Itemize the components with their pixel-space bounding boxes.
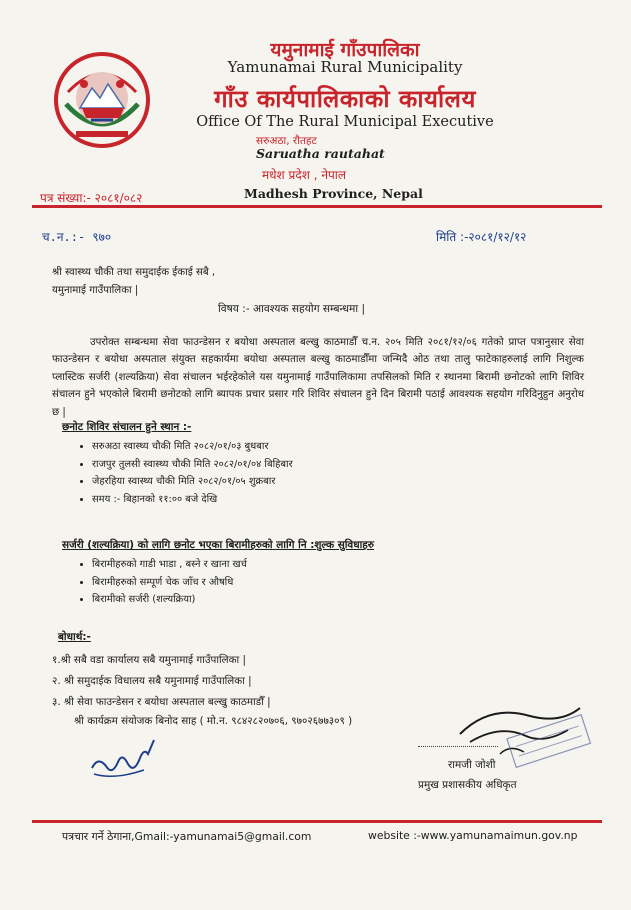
list-item: • बिरामीहरुको सम्पूर्ण चेक जाँच र औषधि (92, 574, 247, 592)
footer-website: website :-www.yamunamaimun.gov.np (368, 829, 578, 842)
nepal-emblem-logo (46, 44, 158, 156)
free-facilities-heading: सर्जरी (शल्यक्रिया) को लागि छनोट भएका बिरामीहरुको लागि नि :शुल्क सुविधाहरु (62, 539, 375, 551)
recipient-line-2: यमुनामाई गाउँपालिका | (52, 285, 139, 296)
cc-heading: बोधार्थ:- (58, 631, 91, 643)
list-item: • बिरामीहरुको गाडी भाडा , बस्ने र खाना खर्च (92, 556, 247, 574)
letter-date: मिति :-२०८१/१२/१२ (436, 230, 527, 244)
list-item: • समय :- बिहानको ११:०० बजे देखि (92, 491, 293, 509)
list-item: ३. श्री सेवा फाउन्डेसन र बयोधा अस्पताल बल्खु काठमाडौँ | (52, 696, 271, 708)
cc-list (52, 650, 352, 729)
list-item: १.श्री सबै वडा कार्यालय सबै यमुनामाई गाउँपालिका | (52, 654, 246, 666)
letter-number: पत्र संख्या:- २०८१/०८२ (40, 191, 143, 205)
dispatch-number: च.न.:- ९७० (42, 230, 112, 244)
list-item: • राजपुर तुलसी स्वास्थ्य चौकी मिति २०८२/०१/०४ बिहिबार (92, 456, 293, 474)
subject-line: विषय :- आवश्यक सहयोग सम्बन्धमा | (218, 303, 366, 315)
list-item: श्री कार्यक्रम संयोजक बिनोद साह ( मो.न. ९८४२८२०७०६, ९७०२६७७३०९ ) (74, 715, 353, 727)
camp-locations-list (74, 438, 293, 508)
signatory-name: रामजी जोशी (448, 759, 496, 771)
handwritten-signature-left (84, 728, 164, 788)
signatory-post: प्रमुख प्रशासकीय अधिकृत (418, 779, 517, 791)
office-name-nepali: गाँउ कार्यपालिकाको कार्यालय (214, 85, 476, 113)
municipality-name-nepali: यमुनामाई गाँउपालिका (270, 39, 420, 61)
body-paragraph: उपरोक्त सम्बन्धमा सेवा फाउन्डेसन र बयोधा अस्पताल बल्खु काठमाडौँ च.न. २०५ मिति २०८१/१२/०६ गतेको प्राप्त पत्रानुसार सेवा फाउन्डेसन र बयोधा अस्पताल संयुक्त सहकार्यमा बयोधा अस्पताल बल्खु काठमाडौँमा जन्मिदै ओठ तथा तालु फाटेकाहरुलाई लागि निशुल्क प्लास्टिक सर्जरी (शल्यक्रिया) सेवा संचालन भईरहेकोले यस यमुनामाई गाउँपालिकामा तपसिलको मिति र स्थानमा बिरामी छनोटको लागि शिविर संचालन हुने भएकोले बिरामी छनोटको लागि ब्यापक प्रचार प्रसार गरि शिविर संचालन हुने दिन बिरामी पठाई आवश्यक सहयोग गरिदिनुहुन अनुरोध छ | (52, 337, 584, 418)
list-item: २. श्री समुदाईक विधालय सबै यमुनामाई गाउँपालिका | (52, 675, 252, 687)
province-nepali: मधेश प्रदेश , नेपाल (262, 168, 347, 182)
list-item: • सरुअठा स्वास्थ्य चौकी मिति २०८२/०१/०३ बुधबार (92, 438, 293, 456)
province-english: Madhesh Province, Nepal (244, 186, 423, 201)
office-stamp (506, 712, 592, 772)
place-nepali: सरुअठा, रौतहट (256, 135, 317, 147)
list-item: • बिरामीको सर्जरी (शल्यक्रिया) (92, 591, 247, 609)
camp-locations-heading: छनोट शिविर संचालन हुने स्थान :- (62, 421, 192, 433)
footer-email: पत्रचार गर्ने ठेगाना,Gmail:-yamunamai5@gmail.com (62, 830, 312, 843)
office-name-english: Office Of The Rural Municipal Executive (196, 114, 494, 130)
place-english: Saruatha rautahat (256, 146, 385, 161)
list-item: • जेहरहिया स्वास्थ्य चौकी मिति २०८२/०१/०५ शुक्रबार (92, 473, 293, 491)
recipient-line-1: श्री स्वास्थ्य चौकी तथा समुदाईक ईकाई सबै , (52, 267, 216, 278)
header-divider (32, 205, 602, 208)
free-facilities-list (74, 556, 247, 609)
municipality-name-english: Yamunamai Rural Municipality (227, 58, 463, 76)
footer-divider (32, 820, 602, 823)
